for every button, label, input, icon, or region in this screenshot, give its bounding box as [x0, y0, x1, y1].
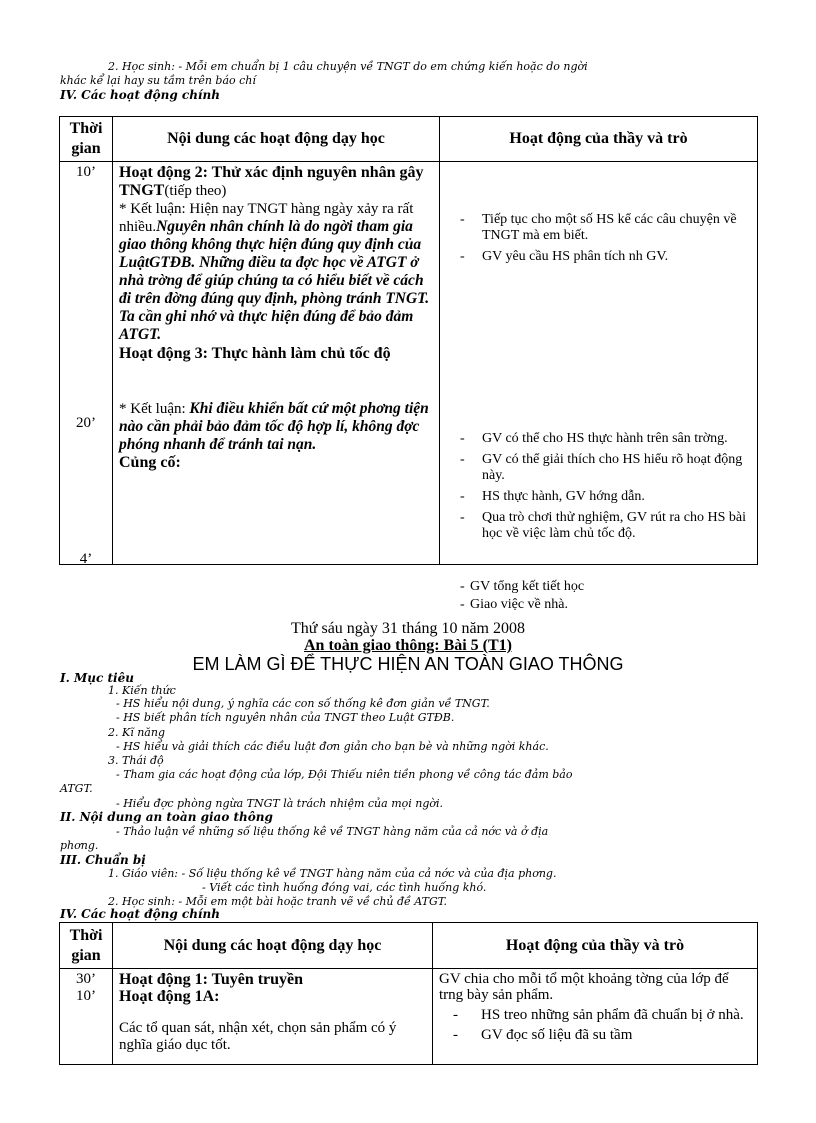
header-content: Nội dung các hoạt động dạy học	[113, 117, 440, 162]
content-column-2	[113, 969, 433, 1065]
conclusion-1	[119, 201, 433, 344]
s1-knowledge-b: - HS biết phân tích nguyên nhân của TNGT theo Luật GTĐB.	[116, 711, 455, 724]
conclusion-2-text: Khi điều khiển bất cứ một phơng tiện nào cần phải bảo đảm tốc độ hợp lí, không đợc phóng nhanh để tránh tai nạn.	[119, 400, 429, 453]
activity-3-title: Hoạt động 3: Thực hành làm chủ tốc độ	[119, 345, 391, 362]
activity-table-1	[59, 116, 758, 612]
activity-2-title: Hoạt động 2: Thử xác định nguyên nhân gây TNGT	[119, 164, 424, 199]
activity-table-2	[59, 922, 758, 1065]
s3-teacher: 1. Giáo viên: - Số liệu thống kê về TNGT hàng năm của cả nớc và của địa phơng.	[108, 867, 557, 880]
s2-text-2: phơng.	[60, 839, 99, 852]
list-item: - GV tổng kết tiết học	[446, 579, 751, 595]
activity-list-1	[446, 212, 751, 270]
time-10: 10’	[76, 164, 96, 180]
time-10b: 10’	[76, 988, 96, 1004]
list-item: - Tiếp tục cho một số HS kể các câu chuyện về TNGT mà em biết.	[446, 212, 751, 244]
activity-column-2	[433, 969, 758, 1065]
s1-skills: 2. Kĩ năng	[108, 726, 165, 739]
s3-student: 2. Học sinh: - Mỗi em một bài hoặc tranh vẽ về chủ đề ATGT.	[108, 895, 447, 908]
s1-knowledge: 1. Kiến thức	[108, 684, 176, 697]
section-ii-heading: II. Nội dung an toàn giao thông	[60, 810, 273, 824]
header-activity-2: Hoạt động của thầy và trò	[433, 923, 758, 969]
activity-2-suffix: (tiếp theo)	[164, 183, 227, 199]
activity-list-4	[439, 1007, 751, 1043]
list-item: - HS treo những sản phẩm đã chuẩn bị ở nhà.	[439, 1007, 751, 1023]
s1-skills-a: - HS hiểu và giải thích các điều luật đơn giản cho bạn bè và những ngời khác.	[116, 740, 549, 753]
s3-teacher-b: - Viết các tình huống đóng vai, các tình huống khó.	[202, 881, 487, 894]
prep-line-1: 2. Học sinh: - Mỗi em chuẩn bị 1 câu chuyện về TNGT do em chứng kiến hoặc do ngời	[108, 60, 588, 73]
list-item: - HS thực hành, GV hớng dẫn.	[446, 489, 751, 505]
time-30: 30’	[76, 971, 96, 987]
prep-line-2: khác kể lại hay su tầm trên báo chí	[60, 74, 256, 87]
section-i-heading: I. Mục tiêu	[60, 671, 134, 685]
lesson-date: Thứ sáu ngày 31 tháng 10 năm 2008	[291, 620, 525, 637]
activity-2-block	[119, 164, 433, 200]
content-column	[113, 162, 440, 565]
conclusion-1-text: Nguyên nhân chính là do ngời tham gia giao thông không thực hiện đúng quy định của LuậtGTĐB. Những điều ta đợc học về ATGT ở nhà trờng để giúp chúng ta có hiểu biết về cách đi trên đờng đúng quy định, phòng tránh TNGT. Ta cần ghi nhớ và thực hiện đúng để bảo đảm ATGT.	[119, 218, 430, 343]
header-content-2: Nội dung các hoạt động dạy học	[113, 923, 433, 969]
conclusion-2-label: * Kết luận:	[119, 401, 190, 417]
lesson-title: EM LÀM GÌ ĐỂ THỰC HIỆN AN TOÀN GIAO THÔNG	[192, 654, 624, 674]
section-iv-heading: IV. Các hoạt động chính	[60, 88, 220, 102]
activity-column	[440, 162, 758, 612]
section-iii-heading: III. Chuẩn bị	[60, 853, 146, 867]
activity-list-2	[446, 431, 751, 547]
time-20: 20’	[76, 415, 96, 431]
activity-intro: GV chia cho mỗi tổ một khoảng tờng của lớp để trng bày sản phẩm.	[439, 971, 729, 1003]
conclusion-1-label: * Kết luận: Hiện nay TNGT hàng ngày xảy ra rất nhiều.	[119, 201, 414, 235]
list-item: - Qua trò chơi thử nghiệm, GV rút ra cho HS bài học về việc làm chủ tốc độ.	[446, 510, 751, 542]
s1-attitude-a: - Tham gia các hoạt động của lớp, Đội Thiếu niên tiền phong về công tác đảm bảo	[116, 768, 573, 781]
s1-knowledge-a: - HS hiểu nội dung, ý nghĩa các con số thống kê đơn giản về TNGT.	[116, 697, 490, 710]
activity-1-title: Hoạt động 1: Tuyên truyền	[119, 971, 304, 988]
conclusion-2	[119, 400, 433, 454]
header-time: Thời gian	[60, 117, 113, 162]
s1-attitude-a2: ATGT.	[60, 782, 93, 795]
time-column-2	[60, 969, 113, 1065]
list-item: - GV yêu cầu HS phân tích nh GV.	[446, 249, 751, 265]
section-iv-heading-2: IV. Các hoạt động chính	[60, 907, 220, 921]
list-item: - GV có thể giải thích cho HS hiểu rõ hoạt động này.	[446, 452, 751, 484]
list-item: - GV đọc số liệu đã su tầm	[439, 1027, 751, 1043]
s1-attitude: 3. Thái độ	[108, 754, 164, 767]
lesson-subject: An toàn giao thông: Bài 5 (T1)	[303, 637, 513, 654]
s1-attitude-b: - Hiểu đợc phòng ngừa TNGT là trách nhiệm của mọi ngời.	[116, 797, 444, 810]
list-item: - Giao việc về nhà.	[446, 597, 751, 613]
s2-text: - Thảo luận về những số liệu thống kê về TNGT hàng năm của cả nớc và ở địa	[116, 825, 549, 838]
activity-1a-title: Hoạt động 1A:	[119, 988, 220, 1005]
header-time-2: Thời gian	[60, 923, 113, 969]
activity-1a-text: Các tổ quan sát, nhận xét, chọn sản phẩm có ý nghĩa giáo dục tốt.	[119, 1020, 397, 1053]
consolidation-label: Củng cố:	[119, 454, 181, 471]
activity-list-3	[446, 579, 751, 618]
time-column	[60, 162, 113, 565]
list-item: - GV có thể cho HS thực hành trên sân trờng.	[446, 431, 751, 447]
header-activity: Hoạt động của thầy và trò	[440, 117, 758, 162]
time-4: 4’	[79, 551, 93, 567]
